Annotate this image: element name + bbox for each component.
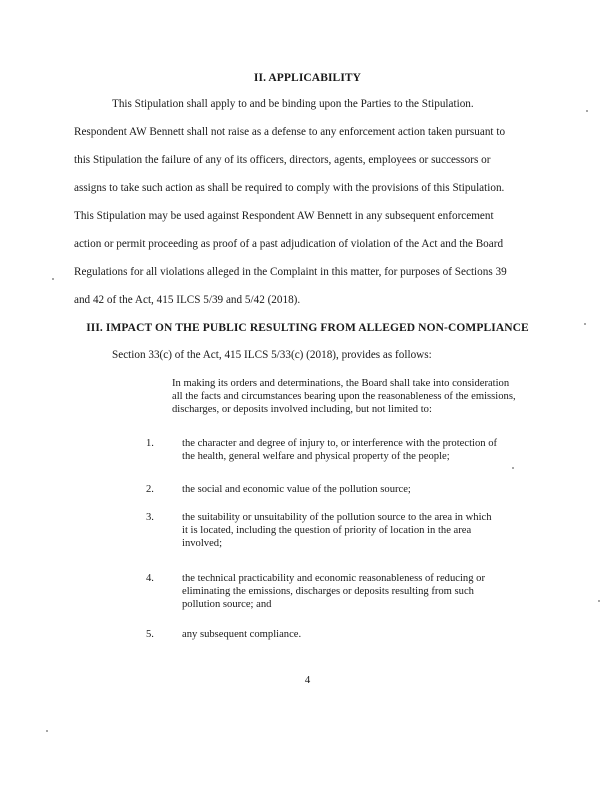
paragraph-line: this Stipulation the failure of any of its officers, directors, agents, employees or successors or bbox=[74, 154, 491, 166]
scan-speck bbox=[46, 730, 48, 732]
quote-line: discharges, or deposits involved including, but not limited to: bbox=[172, 404, 432, 416]
list-item-line: the character and degree of injury to, or interference with the protection of bbox=[182, 438, 498, 449]
quote-line: all the facts and circumstances bearing upon the reasonableness of the emissions, bbox=[172, 391, 516, 403]
section-heading-applicability: II. APPLICABILITY bbox=[253, 72, 362, 84]
section-heading-impact: III. IMPACT ON THE PUBLIC RESULTING FROM ALLEGED NON-COMPLIANCE bbox=[86, 322, 529, 334]
scan-speck bbox=[512, 467, 514, 469]
scan-speck bbox=[586, 110, 588, 112]
list-item-line: involved; bbox=[182, 538, 223, 550]
list-item bbox=[182, 628, 547, 641]
list-item bbox=[182, 511, 547, 551]
scan-speck bbox=[584, 323, 586, 325]
paragraph-line: This Stipulation shall apply to and be binding upon the Parties to the Stipulation. bbox=[112, 98, 474, 110]
section-intro: Section 33(c) of the Act, 415 ILCS 5/33(c) (2018), provides as follows: bbox=[112, 349, 432, 361]
list-item bbox=[182, 572, 547, 612]
list-item-line: eliminating the emissions, discharges or deposits resulting from such bbox=[182, 586, 474, 598]
paragraph-line: This Stipulation may be used against Respondent AW Bennett in any subsequent enforcement bbox=[74, 210, 494, 222]
paragraph-line: assigns to take such action as shall be required to comply with the provisions of this Stipulation. bbox=[74, 182, 505, 194]
list-item-line: it is located, including the question of priority of location in the area bbox=[182, 525, 472, 537]
list-item-line: the technical practicability and economic reasonableness of reducing or bbox=[182, 573, 485, 584]
list-item bbox=[182, 437, 547, 463]
block-quote bbox=[172, 377, 547, 417]
paragraph-line: Regulations for all violations alleged in the Complaint in this matter, for purposes of Sections 39 bbox=[74, 266, 507, 278]
quote-line: In making its orders and determinations, the Board shall take into consideration bbox=[172, 378, 510, 389]
paragraph-line: action or permit proceeding as proof of a past adjudication of violation of the Act and the Board bbox=[74, 238, 504, 250]
scan-speck bbox=[52, 278, 54, 280]
list-item-line: pollution source; and bbox=[182, 599, 272, 611]
paragraph-line: and 42 of the Act, 415 ILCS 5/39 and 5/42 (2018). bbox=[74, 294, 301, 306]
list-item-line: the social and economic value of the pollution source; bbox=[182, 484, 411, 495]
scan-speck bbox=[598, 600, 600, 602]
list-item-number: 1. bbox=[146, 438, 154, 449]
list-item bbox=[182, 483, 547, 496]
list-item-number: 3. bbox=[146, 512, 154, 523]
list-item-number: 4. bbox=[146, 573, 154, 584]
page-number: 4 bbox=[304, 674, 311, 686]
list-item-line: the health, general welfare and physical property of the people; bbox=[182, 451, 450, 463]
paragraph-line: Respondent AW Bennett shall not raise as a defense to any enforcement action taken pursuant to bbox=[74, 126, 506, 138]
list-item-number: 5. bbox=[146, 629, 154, 640]
list-item-number: 2. bbox=[146, 484, 154, 495]
list-item-line: any subsequent compliance. bbox=[182, 629, 302, 640]
list-item-line: the suitability or unsuitability of the pollution source to the area in which bbox=[182, 512, 492, 523]
